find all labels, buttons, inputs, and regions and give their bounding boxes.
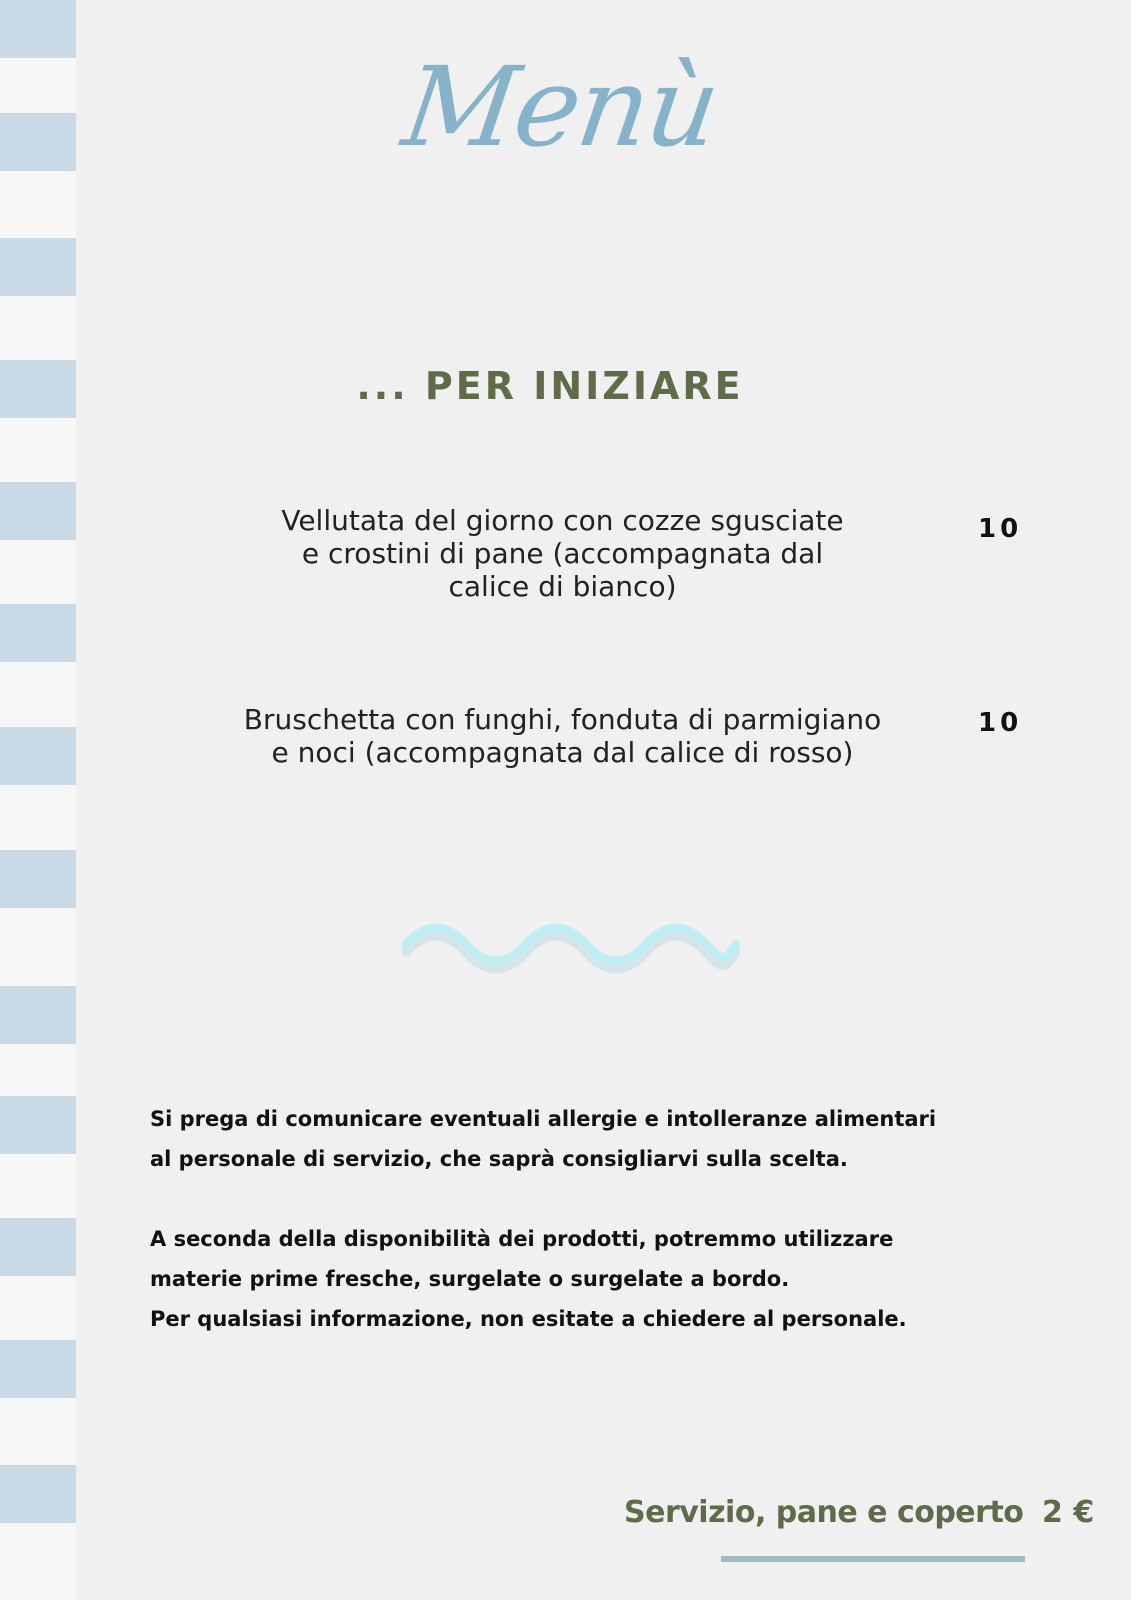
border-stripe	[0, 238, 76, 296]
border-stripe	[0, 1340, 76, 1398]
menu-item-line: e noci (accompagnata dal calice di rosso)	[271, 736, 854, 769]
footer-divider	[721, 1556, 1025, 1562]
border-stripe	[0, 604, 76, 662]
allergy-note	[150, 1099, 1070, 1179]
note-line: al personale di servizio, che saprà consigliarvi sulla scelta.	[150, 1147, 848, 1171]
menu-item-vellutata	[225, 504, 900, 603]
menu-item-line: Bruschetta con funghi, fonduta di parmigiano	[243, 703, 882, 736]
border-stripe	[0, 482, 76, 540]
border-stripe	[0, 113, 76, 171]
border-stripe	[0, 0, 76, 58]
service-charge-price: 2 €	[1042, 1495, 1095, 1530]
note-line: Per qualsiasi informazione, non esitate a chiedere al personale.	[150, 1307, 907, 1331]
border-stripe	[0, 850, 76, 908]
border-stripe	[0, 986, 76, 1044]
section-title: ... PER INIZIARE	[356, 364, 744, 408]
menu-item-price: 10	[978, 514, 1023, 544]
border-stripe	[0, 1218, 76, 1276]
menu-title: Menù	[396, 43, 726, 171]
border-stripe	[0, 1096, 76, 1154]
left-striped-border	[0, 0, 76, 1600]
ingredients-note	[150, 1219, 1070, 1339]
service-charge-label: Servizio, pane e coperto	[624, 1495, 1024, 1530]
wave-divider-icon	[402, 920, 740, 992]
border-stripe	[0, 727, 76, 785]
menu-item-line: e crostini di pane (accompagnata dal	[301, 537, 824, 570]
note-line: A seconda della disponibilità dei prodotti, potremmo utilizzare	[150, 1227, 894, 1251]
menu-item-line: calice di bianco)	[448, 570, 677, 603]
note-line: Si prega di comunicare eventuali allergie e intolleranze alimentari	[150, 1107, 937, 1131]
menu-item-bruschetta	[225, 703, 900, 769]
border-stripe	[0, 360, 76, 418]
menu-item-price: 10	[978, 708, 1023, 738]
border-stripe	[0, 1465, 76, 1523]
menu-item-line: Vellutata del giorno con cozze sgusciate	[281, 504, 844, 537]
note-line: materie prime fresche, surgelate o surgelate a bordo.	[150, 1267, 790, 1291]
